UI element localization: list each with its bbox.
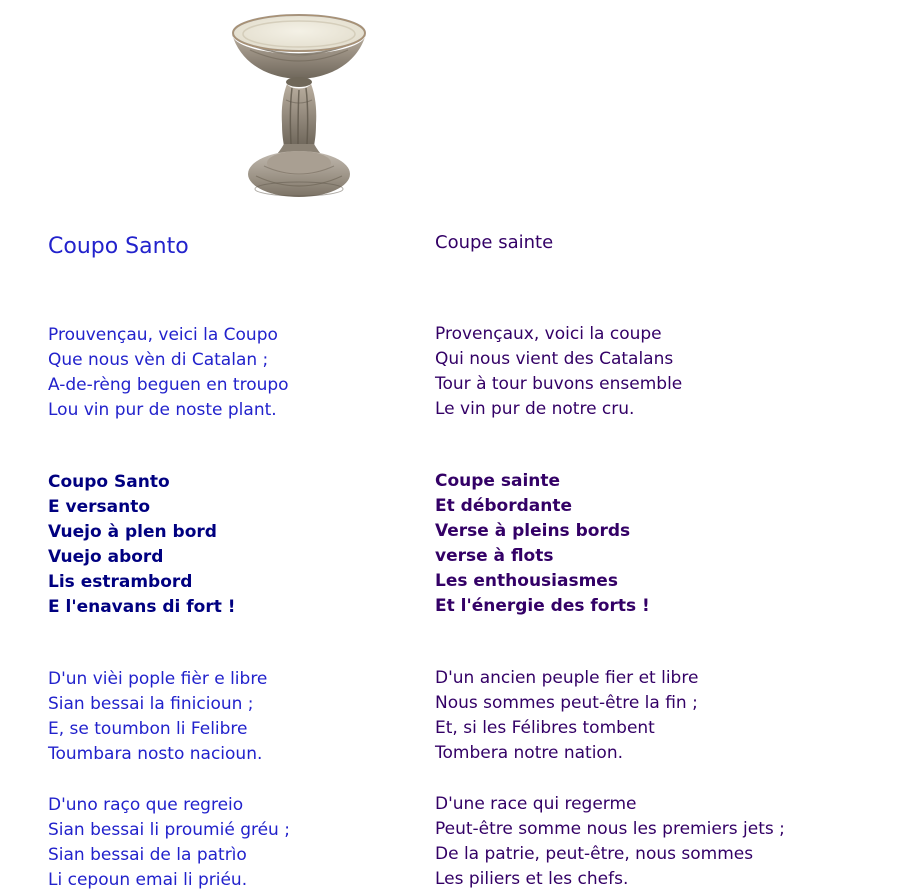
chalice-icon — [228, 8, 370, 200]
french-stanza-1 — [435, 322, 898, 422]
poem-line: Et débordante — [435, 496, 572, 516]
poem-title-provencal: Coupo Santo — [48, 234, 189, 259]
poem-line: D'une race qui regerme — [435, 794, 637, 814]
poem-line: Toumbara nosto nacioun. — [48, 744, 263, 764]
poem-line: Coupe sainte — [435, 471, 561, 491]
poem-line: E versanto — [48, 497, 151, 517]
poem-line: Peut-être somme nous les premiers jets ; — [435, 819, 785, 839]
poem-line: Qui nous vient des Catalans — [435, 349, 674, 369]
poem-columns — [0, 225, 898, 889]
poem-line: Et l'énergie des forts ! — [435, 596, 650, 616]
poem-line: Coupo Santo — [48, 472, 170, 492]
poem-line: E, se toumbon li Felibre — [48, 719, 248, 739]
poem-line: Et, si les Félibres tombent — [435, 718, 655, 738]
poem-line: Le vin pur de notre cru. — [435, 399, 635, 419]
poem-title-french: Coupe sainte — [435, 232, 554, 253]
french-stanza-2 — [435, 666, 898, 766]
poem-line: Vuejo à plen bord — [48, 522, 217, 542]
french-stanza-3 — [435, 792, 898, 889]
poem-line: Tour à tour buvons ensemble — [435, 374, 683, 394]
poem-line: D'uno raço que regreio — [48, 795, 244, 815]
poem-line: Sian bessai de la patrìo — [48, 845, 247, 865]
provencal-column — [48, 225, 435, 889]
poem-line: D'un vièi pople fièr e libre — [48, 669, 268, 689]
poem-line: verse à flots — [435, 546, 554, 566]
poem-line: Li cepoun emai li priéu. — [48, 870, 248, 889]
poem-line: Tombera notre nation. — [435, 743, 623, 763]
poem-line: Les piliers et les chefs. — [435, 869, 629, 889]
poem-line: Provençaux, voici la coupe — [435, 324, 662, 344]
poem-line: E l'enavans di fort ! — [48, 597, 236, 617]
poem-line: Vuejo abord — [48, 547, 164, 567]
provencal-stanza-3 — [48, 793, 435, 889]
poem-line: Que nous vèn di Catalan ; — [48, 350, 269, 370]
poem-line: Sian bessai li proumié gréu ; — [48, 820, 290, 840]
poem-line: Verse à pleins bords — [435, 521, 631, 541]
poem-line: De la patrie, peut-être, nous sommes — [435, 844, 754, 864]
provencal-stanza-2 — [48, 667, 435, 767]
poem-line: Sian bessai la finicioun ; — [48, 694, 254, 714]
provencal-chorus — [48, 470, 435, 620]
poem-line: Nous sommes peut-être la fin ; — [435, 693, 698, 713]
poem-line: D'un ancien peuple fier et libre — [435, 668, 699, 688]
french-column — [435, 225, 898, 889]
poem-line: Les enthousiasmes — [435, 571, 618, 591]
poem-line: Prouvençau, veici la Coupo — [48, 325, 278, 345]
poem-line: Lis estrambord — [48, 572, 193, 592]
poem-line: Lou vin pur de noste plant. — [48, 400, 277, 420]
coupo-santo-chalice-image — [228, 8, 370, 200]
poem-line: A-de-rèng beguen en troupo — [48, 375, 289, 395]
french-chorus — [435, 469, 898, 619]
provencal-stanza-1 — [48, 323, 435, 423]
